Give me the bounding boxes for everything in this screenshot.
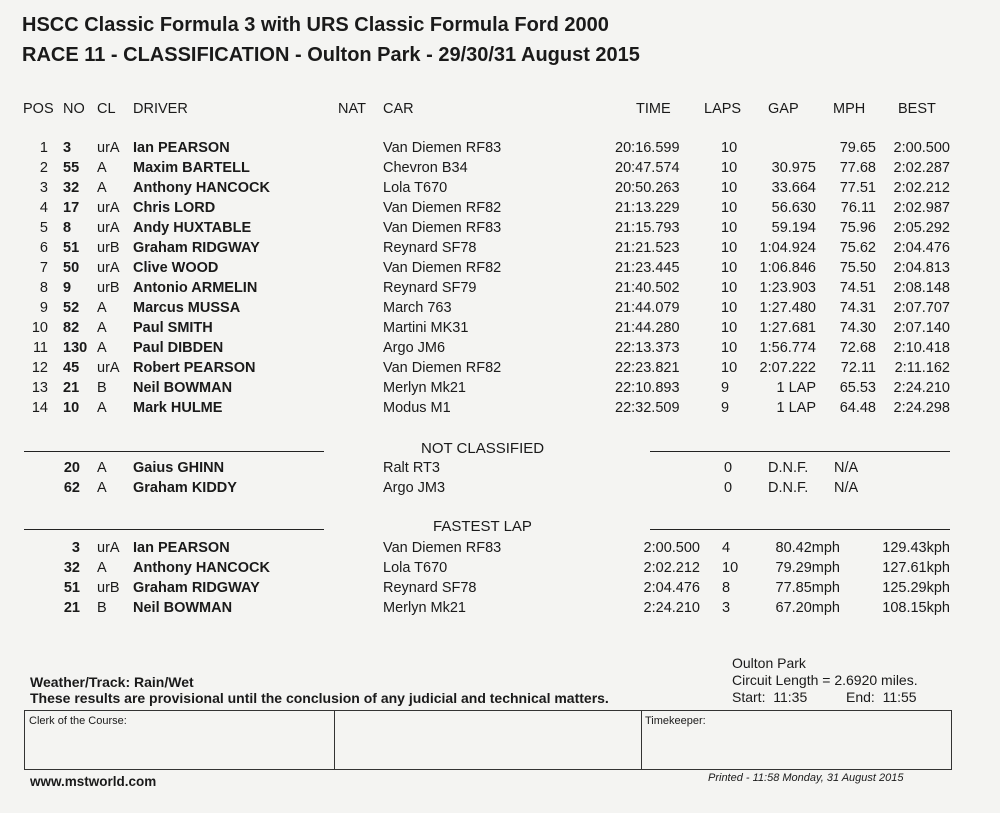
status-cell: D.N.F. (768, 460, 809, 476)
table-row (0, 560, 1000, 580)
table-row (0, 220, 1000, 240)
table-row (0, 360, 1000, 380)
laps-cell: 9 (721, 380, 730, 396)
mph-cell: 79.65 (839, 140, 876, 156)
pos-cell: 13 (31, 380, 48, 396)
car-cell: Van Diemen RF82 (383, 360, 502, 376)
mph-cell: 64.48 (839, 400, 876, 416)
gap-cell: 1:56.774 (759, 340, 816, 356)
divider-line (650, 451, 950, 452)
car-number-cell: 9 (63, 280, 72, 296)
class-cell: A (97, 300, 107, 316)
class-cell: urA (97, 220, 120, 236)
circuit-name: Oulton Park (732, 655, 806, 671)
gap-cell: 1:27.480 (759, 300, 816, 316)
best-cell: 2:02.287 (893, 160, 950, 176)
class-cell: urA (97, 200, 120, 216)
kph-cell: 108.15kph (882, 600, 950, 616)
table-row (0, 540, 1000, 560)
gap-cell: 59.194 (771, 220, 816, 236)
car-number-cell: 51 (63, 580, 80, 596)
laps-cell: 10 (721, 140, 738, 156)
best-cell: 2:10.418 (893, 340, 950, 356)
gap-cell: 2:07.222 (759, 360, 816, 376)
car-number-cell: 21 (63, 380, 80, 396)
laps-cell: 10 (721, 300, 738, 316)
car-cell: Argo JM6 (383, 340, 446, 356)
lap-time-cell: 2:02.212 (643, 560, 700, 576)
class-cell: A (97, 400, 107, 416)
mph-cell: 74.51 (839, 280, 876, 296)
car-number-cell: 32 (63, 560, 80, 576)
best-cell: 2:00.500 (893, 140, 950, 156)
weather-track: Weather/Track: Rain/Wet (30, 674, 194, 690)
col-driver: DRIVER (133, 101, 188, 117)
time-cell: 20:16.599 (615, 140, 680, 156)
pos-cell: 4 (39, 200, 48, 216)
gap-cell: 56.630 (771, 200, 816, 216)
car-cell: Merlyn Mk21 (383, 380, 466, 396)
pos-cell: 8 (39, 280, 48, 296)
car-cell: Ralt RT3 (383, 460, 440, 476)
gap-cell: 1:04.924 (759, 240, 816, 256)
time-cell: 20:50.263 (615, 180, 680, 196)
car-cell: Martini MK31 (383, 320, 469, 336)
table-row (0, 480, 1000, 500)
mph-cell: 80.42mph (775, 540, 840, 556)
best-cell: 2:24.210 (893, 380, 950, 396)
mph-cell: N/A (834, 460, 859, 476)
race-subtitle: RACE 11 - CLASSIFICATION - Oulton Park - 29/30/31 August 2015 (22, 44, 640, 66)
timekeeper-label: Timekeeper: (645, 715, 706, 727)
car-cell: Reynard SF78 (383, 580, 477, 596)
driver-cell: Graham KIDDY (133, 480, 237, 496)
best-cell: 2:08.148 (893, 280, 950, 296)
car-number-cell: 32 (63, 180, 80, 196)
col-mph: MPH (833, 101, 866, 117)
table-row (0, 320, 1000, 340)
car-cell: Van Diemen RF83 (383, 540, 502, 556)
best-cell: 2:02.212 (893, 180, 950, 196)
gap-cell: 1:06.846 (759, 260, 816, 276)
class-cell: A (97, 180, 107, 196)
mph-cell: 74.31 (839, 300, 876, 316)
mph-cell: 72.11 (840, 360, 876, 376)
pos-cell: 6 (39, 240, 48, 256)
driver-cell: Graham RIDGWAY (133, 240, 260, 256)
laps-cell: 10 (721, 160, 738, 176)
car-number-cell: 55 (63, 160, 80, 176)
box-divider (641, 711, 642, 769)
car-cell: March 763 (383, 300, 452, 316)
lap-number-cell: 8 (722, 580, 731, 596)
gap-cell: 1:23.903 (759, 280, 816, 296)
column-headers (0, 101, 1000, 121)
col-no: NO (63, 101, 85, 117)
class-cell: urA (97, 360, 120, 376)
class-cell: urB (97, 240, 120, 256)
pos-cell: 9 (39, 300, 48, 316)
col-pos: POS (23, 101, 54, 117)
driver-cell: Robert PEARSON (133, 360, 256, 376)
table-row (0, 460, 1000, 480)
mph-cell: 67.20mph (775, 600, 840, 616)
table-row (0, 300, 1000, 320)
car-number-cell: 3 (63, 140, 72, 156)
driver-cell: Clive WOOD (133, 260, 219, 276)
driver-cell: Maxim BARTELL (133, 160, 250, 176)
car-cell: Modus M1 (383, 400, 451, 416)
pos-cell: 1 (39, 140, 48, 156)
pos-cell: 2 (39, 160, 48, 176)
car-number-cell: 8 (63, 220, 72, 236)
class-cell: urB (97, 580, 120, 596)
mph-cell: 76.11 (840, 200, 876, 216)
clerk-of-course-label: Clerk of the Course: (29, 715, 127, 727)
time-cell: 21:44.079 (615, 300, 680, 316)
fastest-lap-heading: FASTEST LAP (433, 518, 532, 535)
end-time: End: 11:55 (846, 689, 917, 705)
table-row (0, 240, 1000, 260)
driver-cell: Ian PEARSON (133, 540, 230, 556)
best-cell: 2:02.987 (893, 200, 950, 216)
best-cell: 2:07.707 (893, 300, 950, 316)
provisional-notice: These results are provisional until the conclusion of any judicial and technical matters. (30, 690, 609, 706)
table-row (0, 400, 1000, 420)
divider-line (24, 451, 324, 452)
time-cell: 21:21.523 (615, 240, 680, 256)
class-cell: A (97, 340, 107, 356)
car-cell: Chevron B34 (383, 160, 468, 176)
driver-cell: Anthony HANCOCK (133, 180, 270, 196)
best-cell: 2:04.476 (893, 240, 950, 256)
divider-line (24, 529, 324, 530)
car-cell: Lola T670 (383, 180, 448, 196)
box-divider (334, 711, 335, 769)
car-number-cell: 10 (63, 400, 80, 416)
car-number-cell: 82 (63, 320, 80, 336)
class-cell: A (97, 460, 107, 476)
col-car: CAR (383, 101, 414, 117)
driver-cell: Graham RIDGWAY (133, 580, 260, 596)
class-cell: urB (97, 280, 120, 296)
status-cell: D.N.F. (768, 480, 809, 496)
table-row (0, 260, 1000, 280)
laps-cell: 10 (721, 280, 738, 296)
class-cell: A (97, 320, 107, 336)
driver-cell: Chris LORD (133, 200, 216, 216)
laps-cell: 10 (721, 240, 738, 256)
car-number-cell: 50 (63, 260, 80, 276)
pos-cell: 7 (39, 260, 48, 276)
mph-cell: 77.85mph (775, 580, 840, 596)
best-cell: 2:11.162 (894, 360, 950, 376)
kph-cell: 127.61kph (882, 560, 950, 576)
mph-cell: 75.62 (839, 240, 876, 256)
pos-cell: 11 (32, 340, 48, 356)
time-cell: 22:13.373 (615, 340, 680, 356)
col-cl: CL (97, 101, 116, 117)
class-cell: urA (97, 260, 120, 276)
lap-time-cell: 2:24.210 (643, 600, 700, 616)
car-cell: Van Diemen RF83 (383, 220, 502, 236)
lap-number-cell: 10 (722, 560, 739, 576)
car-cell: Van Diemen RF82 (383, 260, 502, 276)
table-row (0, 340, 1000, 360)
kph-cell: 125.29kph (882, 580, 950, 596)
driver-cell: Paul SMITH (133, 320, 213, 336)
time-cell: 22:32.509 (615, 400, 680, 416)
website: www.mstworld.com (30, 774, 157, 789)
divider-line (650, 529, 950, 530)
car-number-cell: 130 (63, 340, 88, 356)
car-number-cell: 17 (63, 200, 80, 216)
car-cell: Reynard SF79 (383, 280, 477, 296)
laps-cell: 10 (721, 180, 738, 196)
not-classified-heading: NOT CLASSIFIED (421, 440, 545, 457)
class-cell: urA (97, 140, 120, 156)
mph-cell: 75.96 (839, 220, 876, 236)
time-cell: 22:10.893 (615, 380, 680, 396)
best-cell: 2:07.140 (893, 320, 950, 336)
car-cell: Van Diemen RF82 (383, 200, 502, 216)
mph-cell: 77.51 (839, 180, 876, 196)
car-number-cell: 45 (63, 360, 80, 376)
laps-cell: 10 (721, 220, 738, 236)
driver-cell: Anthony HANCOCK (133, 560, 270, 576)
lap-number-cell: 3 (722, 600, 731, 616)
mph-cell: 74.30 (839, 320, 876, 336)
time-cell: 21:13.229 (615, 200, 680, 216)
col-gap: GAP (768, 101, 799, 117)
class-cell: A (97, 560, 107, 576)
laps-cell: 10 (721, 200, 738, 216)
mph-cell: 65.53 (839, 380, 876, 396)
time-cell: 21:44.280 (615, 320, 680, 336)
best-cell: 2:24.298 (893, 400, 950, 416)
signature-box (24, 710, 952, 770)
driver-cell: Paul DIBDEN (133, 340, 224, 356)
car-cell: Lola T670 (383, 560, 448, 576)
mph-cell: 79.29mph (775, 560, 840, 576)
pos-cell: 10 (31, 320, 48, 336)
start-time: Start: 11:35 (732, 689, 808, 705)
table-row (0, 140, 1000, 160)
car-number-cell: 21 (63, 600, 80, 616)
table-row (0, 600, 1000, 620)
gap-cell: 1 LAP (776, 380, 816, 396)
time-cell: 22:23.821 (615, 360, 680, 376)
laps-cell: 10 (721, 340, 738, 356)
table-row (0, 380, 1000, 400)
col-laps: LAPS (704, 101, 742, 117)
laps-cell: 10 (721, 360, 738, 376)
driver-cell: Andy HUXTABLE (133, 220, 252, 236)
pos-cell: 12 (31, 360, 48, 376)
col-time: TIME (636, 101, 671, 117)
gap-cell: 30.975 (771, 160, 816, 176)
car-cell: Merlyn Mk21 (383, 600, 466, 616)
kph-cell: 129.43kph (882, 540, 950, 556)
car-cell: Argo JM3 (383, 480, 446, 496)
best-cell: 2:04.813 (893, 260, 950, 276)
col-nat: NAT (338, 101, 366, 117)
laps-cell: 0 (724, 460, 733, 476)
class-cell: B (97, 600, 107, 616)
best-cell: 2:05.292 (893, 220, 950, 236)
car-number-cell: 3 (71, 540, 80, 556)
mph-cell: 77.68 (839, 160, 876, 176)
table-row (0, 580, 1000, 600)
time-cell: 21:15.793 (615, 220, 680, 236)
col-best: BEST (898, 101, 936, 117)
printed-timestamp: Printed - 11:58 Monday, 31 August 2015 (708, 772, 904, 784)
car-cell: Reynard SF78 (383, 240, 477, 256)
time-cell: 21:23.445 (615, 260, 680, 276)
mph-cell: N/A (834, 480, 859, 496)
driver-cell: Neil BOWMAN (133, 600, 233, 616)
car-number-cell: 20 (63, 460, 80, 476)
driver-cell: Mark HULME (133, 400, 223, 416)
laps-cell: 0 (724, 480, 733, 496)
table-row (0, 180, 1000, 200)
circuit-length: Circuit Length = 2.6920 miles. (732, 672, 918, 688)
table-row (0, 160, 1000, 180)
lap-time-cell: 2:00.500 (643, 540, 700, 556)
gap-cell: 1:27.681 (759, 320, 816, 336)
lap-time-cell: 2:04.476 (643, 580, 700, 596)
pos-cell: 3 (39, 180, 48, 196)
pos-cell: 14 (31, 400, 48, 416)
car-number-cell: 51 (63, 240, 80, 256)
driver-cell: Ian PEARSON (133, 140, 230, 156)
class-cell: urA (97, 540, 120, 556)
laps-cell: 10 (721, 260, 738, 276)
car-number-cell: 62 (63, 480, 80, 496)
gap-cell: 1 LAP (776, 400, 816, 416)
class-cell: A (97, 160, 107, 176)
lap-number-cell: 4 (722, 540, 731, 556)
time-cell: 21:40.502 (615, 280, 680, 296)
mph-cell: 72.68 (839, 340, 876, 356)
car-number-cell: 52 (63, 300, 80, 316)
driver-cell: Gaius GHINN (133, 460, 225, 476)
driver-cell: Neil BOWMAN (133, 380, 233, 396)
mph-cell: 75.50 (839, 260, 876, 276)
gap-cell: 33.664 (771, 180, 816, 196)
time-cell: 20:47.574 (615, 160, 680, 176)
table-row (0, 280, 1000, 300)
laps-cell: 10 (721, 320, 738, 336)
class-cell: A (97, 480, 107, 496)
page-title: HSCC Classic Formula 3 with URS Classic Formula Ford 2000 (22, 14, 609, 36)
laps-cell: 9 (721, 400, 730, 416)
pos-cell: 5 (39, 220, 48, 236)
car-cell: Van Diemen RF83 (383, 140, 502, 156)
driver-cell: Marcus MUSSA (133, 300, 241, 316)
table-row (0, 200, 1000, 220)
driver-cell: Antonio ARMELIN (133, 280, 258, 296)
class-cell: B (97, 380, 107, 396)
